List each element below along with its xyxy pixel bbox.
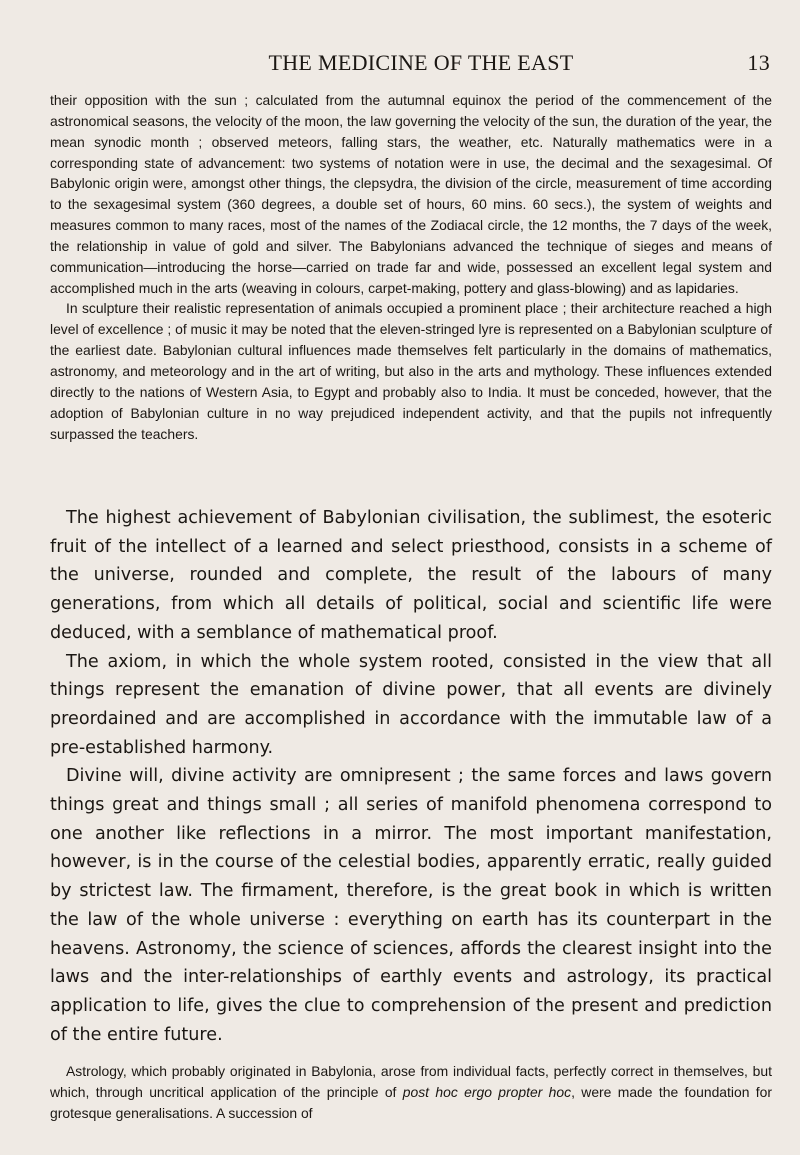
paragraph: their opposition with the sun ; calculated from the autumnal equinox the period of the commencement of the astronomical seasons, the velocity of the moon, the law governing the velocity of the sun, the duration of the year, the mean synodic month ; observed meteors, falling stars, the weather, etc. Naturally mathematics were in a corresponding state of advancement: two systems of notation were in use, the decimal and the sexagesimal. Of Babylonic origin were, amongst other things, the clepsydra, the division of the circle, measurement of time according to the sexagesimal system (360 degrees, a double set of hours, 60 mins. 60 secs.), the system of weights and measures common to many races, most of the names of the Zodiacal circle, the 12 months, the 7 days of the week, the relationship in value of gold and silver. The Babylonians advanced the technique of sieges and means of communication—introducing the horse—carried on trade far and wide, possessed an excellent legal system and accomplished much in the arts (weaving in colours, carpet-making, pottery and glass-blowing) and as lapidaries.	[50, 92, 772, 296]
page-number: 13	[747, 50, 770, 75]
paragraph-text: , were made the foundation for grotesque generalisations. A succession of	[50, 1083, 772, 1121]
paragraph: The axiom, in which the whole system rooted, consisted in the view that all things represent the emanation of divine power, that all events are divinely preordained and are accomplished in accordance with the immutable law of a pre-established harmony.	[50, 651, 772, 758]
small-print-section-bottom	[50, 1061, 772, 1124]
paragraph	[50, 1061, 772, 1124]
paragraph: Divine will, divine activity are omnipresent ; the same forces and laws govern things great and things small ; all series of manifold phenomena correspond to one another like reflections in a mirror. The most important manifestation, however, is in the course of the celestial bodies, apparently erratic, really guided by strictest law. The firmament, therefore, is the great book in which is written the law of the whole universe : everything on earth has its counterpart in the heavens. Astronomy, the science of sciences, affords the clearest insight into the laws and the inter-relationships of earthly events and astrology, its practical application to life, gives the clue to comprehension of the present and prediction of the entire future.	[50, 766, 772, 1045]
paragraph: In sculpture their realistic representation of animals occupied a prominent place ; their architecture reached a high level of excellence ; of music it may be noted that the eleven-stringed lyre is represented on a Babylonian sculpture of the earliest date. Babylonian cultural influences made themselves felt particularly in the domains of mathematics, astronomy, and meteorology and in the art of writing, but also in the arts and mythology. These influences extended directly to the nations of Western Asia, to Egypt and probably also to India. It must be conceded, however, that the adoption of Babylonian culture in no way prejudiced independent activity, and that the pupils not infrequently surpassed the teachers.	[50, 300, 772, 442]
running-head-title: THE MEDICINE OF THE EAST	[268, 50, 574, 75]
paragraph-text: Astrology, which probably originated in Babylonia, arose from individual facts, perfectly correct in themselves, but which, through uncritical application of the principle of	[50, 1063, 772, 1100]
page-header	[72, 50, 770, 78]
paragraph: The highest achievement of Babylonian civilisation, the sublimest, the esoteric fruit of the intellect of a learned and select priesthood, consists in a scheme of the universe, rounded and complete, the result of the labours of many generations, from which all details of political, social and scientific life were deduced, with a semblance of mathematical proof.	[50, 508, 772, 643]
large-print-section	[50, 504, 772, 1049]
latin-phrase: post hoc ergo propter hoc	[402, 1083, 572, 1100]
small-print-section	[50, 90, 772, 444]
